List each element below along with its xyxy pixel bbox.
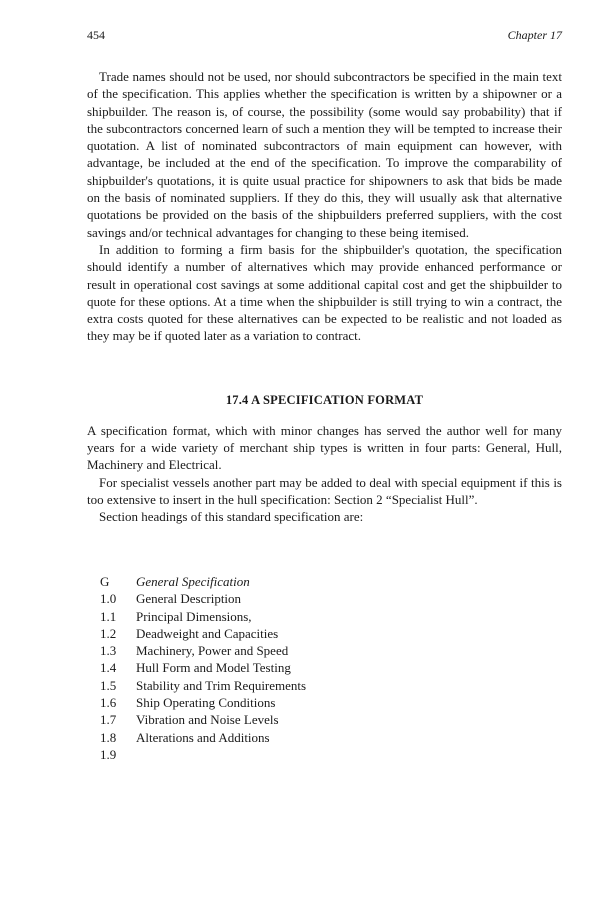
list-item-label: Hull Form and Model Testing [136,660,291,676]
list-item-number: 1.3 [100,643,117,659]
paragraph-specialist-vessels: For specialist vessels another part may be added to deal with special equipment if this is too extensive to insert in the hull specification: Section 2 “Specialist Hull”. [87,474,562,507]
list-item-number: 1.9 [100,746,117,762]
list-item [100,746,306,763]
list-item [100,590,306,607]
list-item-label: Alterations and Additions [136,729,270,745]
list-item-label: Machinery, Power and Speed [136,643,289,659]
list-item-number: 1.7 [100,712,117,728]
list-item [100,677,306,694]
list-item [100,694,306,711]
running-head [87,28,562,42]
list-item-number: 1.6 [100,695,117,711]
list-item-number: 1.4 [100,660,117,676]
paragraph-alternatives: In addition to forming a firm basis for the shipbuilder's quotation, the specification should identify a number of alternatives which may provide enhanced performance or result in operational cost savings at some additional capital cost and get the shipbuilder to quote for these options. At a time when the shipbuilder is still trying to win a contract, the extra costs quoted for these alternatives can be expected to be realistic and not loaded as they may be if quoted later as a variation to contract. [87,241,562,344]
list-item [100,729,306,746]
list-item-label: Deadweight and Capacities [136,625,279,641]
list-item-number: 1.0 [100,591,117,607]
list-item [100,608,306,625]
list-item-label: Ship Operating Conditions [136,695,276,711]
list-item [100,711,306,728]
list-item [100,573,306,590]
chapter-label: Chapter 17 [507,28,562,42]
list-item-number: G [100,574,110,589]
list-item [100,625,306,642]
list-item-number: 1.1 [100,608,117,624]
paragraph-section-headings: Section headings of this standard specification are: [99,509,364,525]
list-item [100,659,306,676]
list-item-label: Stability and Trim Requirements [136,677,307,693]
book-page [87,0,562,900]
list-item-label: General Description [136,591,242,607]
list-item-label: General Specification [136,574,250,589]
list-item [100,642,306,659]
list-item-number: 1.8 [100,729,117,745]
list-item-label: Vibration and Noise Levels [136,712,279,728]
paragraph-trade-names: Trade names should not be used, nor should subcontractors be specified in the main text of the specification. This applies whether the specification is written by a shipowner or a shipbuilder. The reason is, of course, the possibility (some would say probability) that if the subcontractors concerned learn of such a mention they will be tempted to increase their quotation. A list of nominated subcontractors of main equipment can however, with advantage, be included at the end of the specification. To improve the comparability of shipbuilder's quotations, it is quite usual practice for shipowners to ask that bids be made on the basis of nominated suppliers. If they do this, they will usually ask that alternative quotations be provided on the basis of the shipbuilders preferred suppliers, with the cost savings and/or technical advantages for changing to these being itemised. [87,69,562,240]
list-item-label: Principal Dimensions, [136,608,252,624]
section-headings-list [100,573,306,763]
paragraph-format-intro: A specification format, which with minor changes has served the author well for many years for a wide variety of merchant ship types is written in four parts: General, Hull, Machinery and Electrical. [87,422,562,473]
section-heading: 17.4 A SPECIFICATION FORMAT [225,392,424,407]
list-item-number: 1.5 [100,677,117,693]
page-number: 454 [87,28,105,42]
list-item-number: 1.2 [100,625,117,641]
body-text [87,68,562,526]
